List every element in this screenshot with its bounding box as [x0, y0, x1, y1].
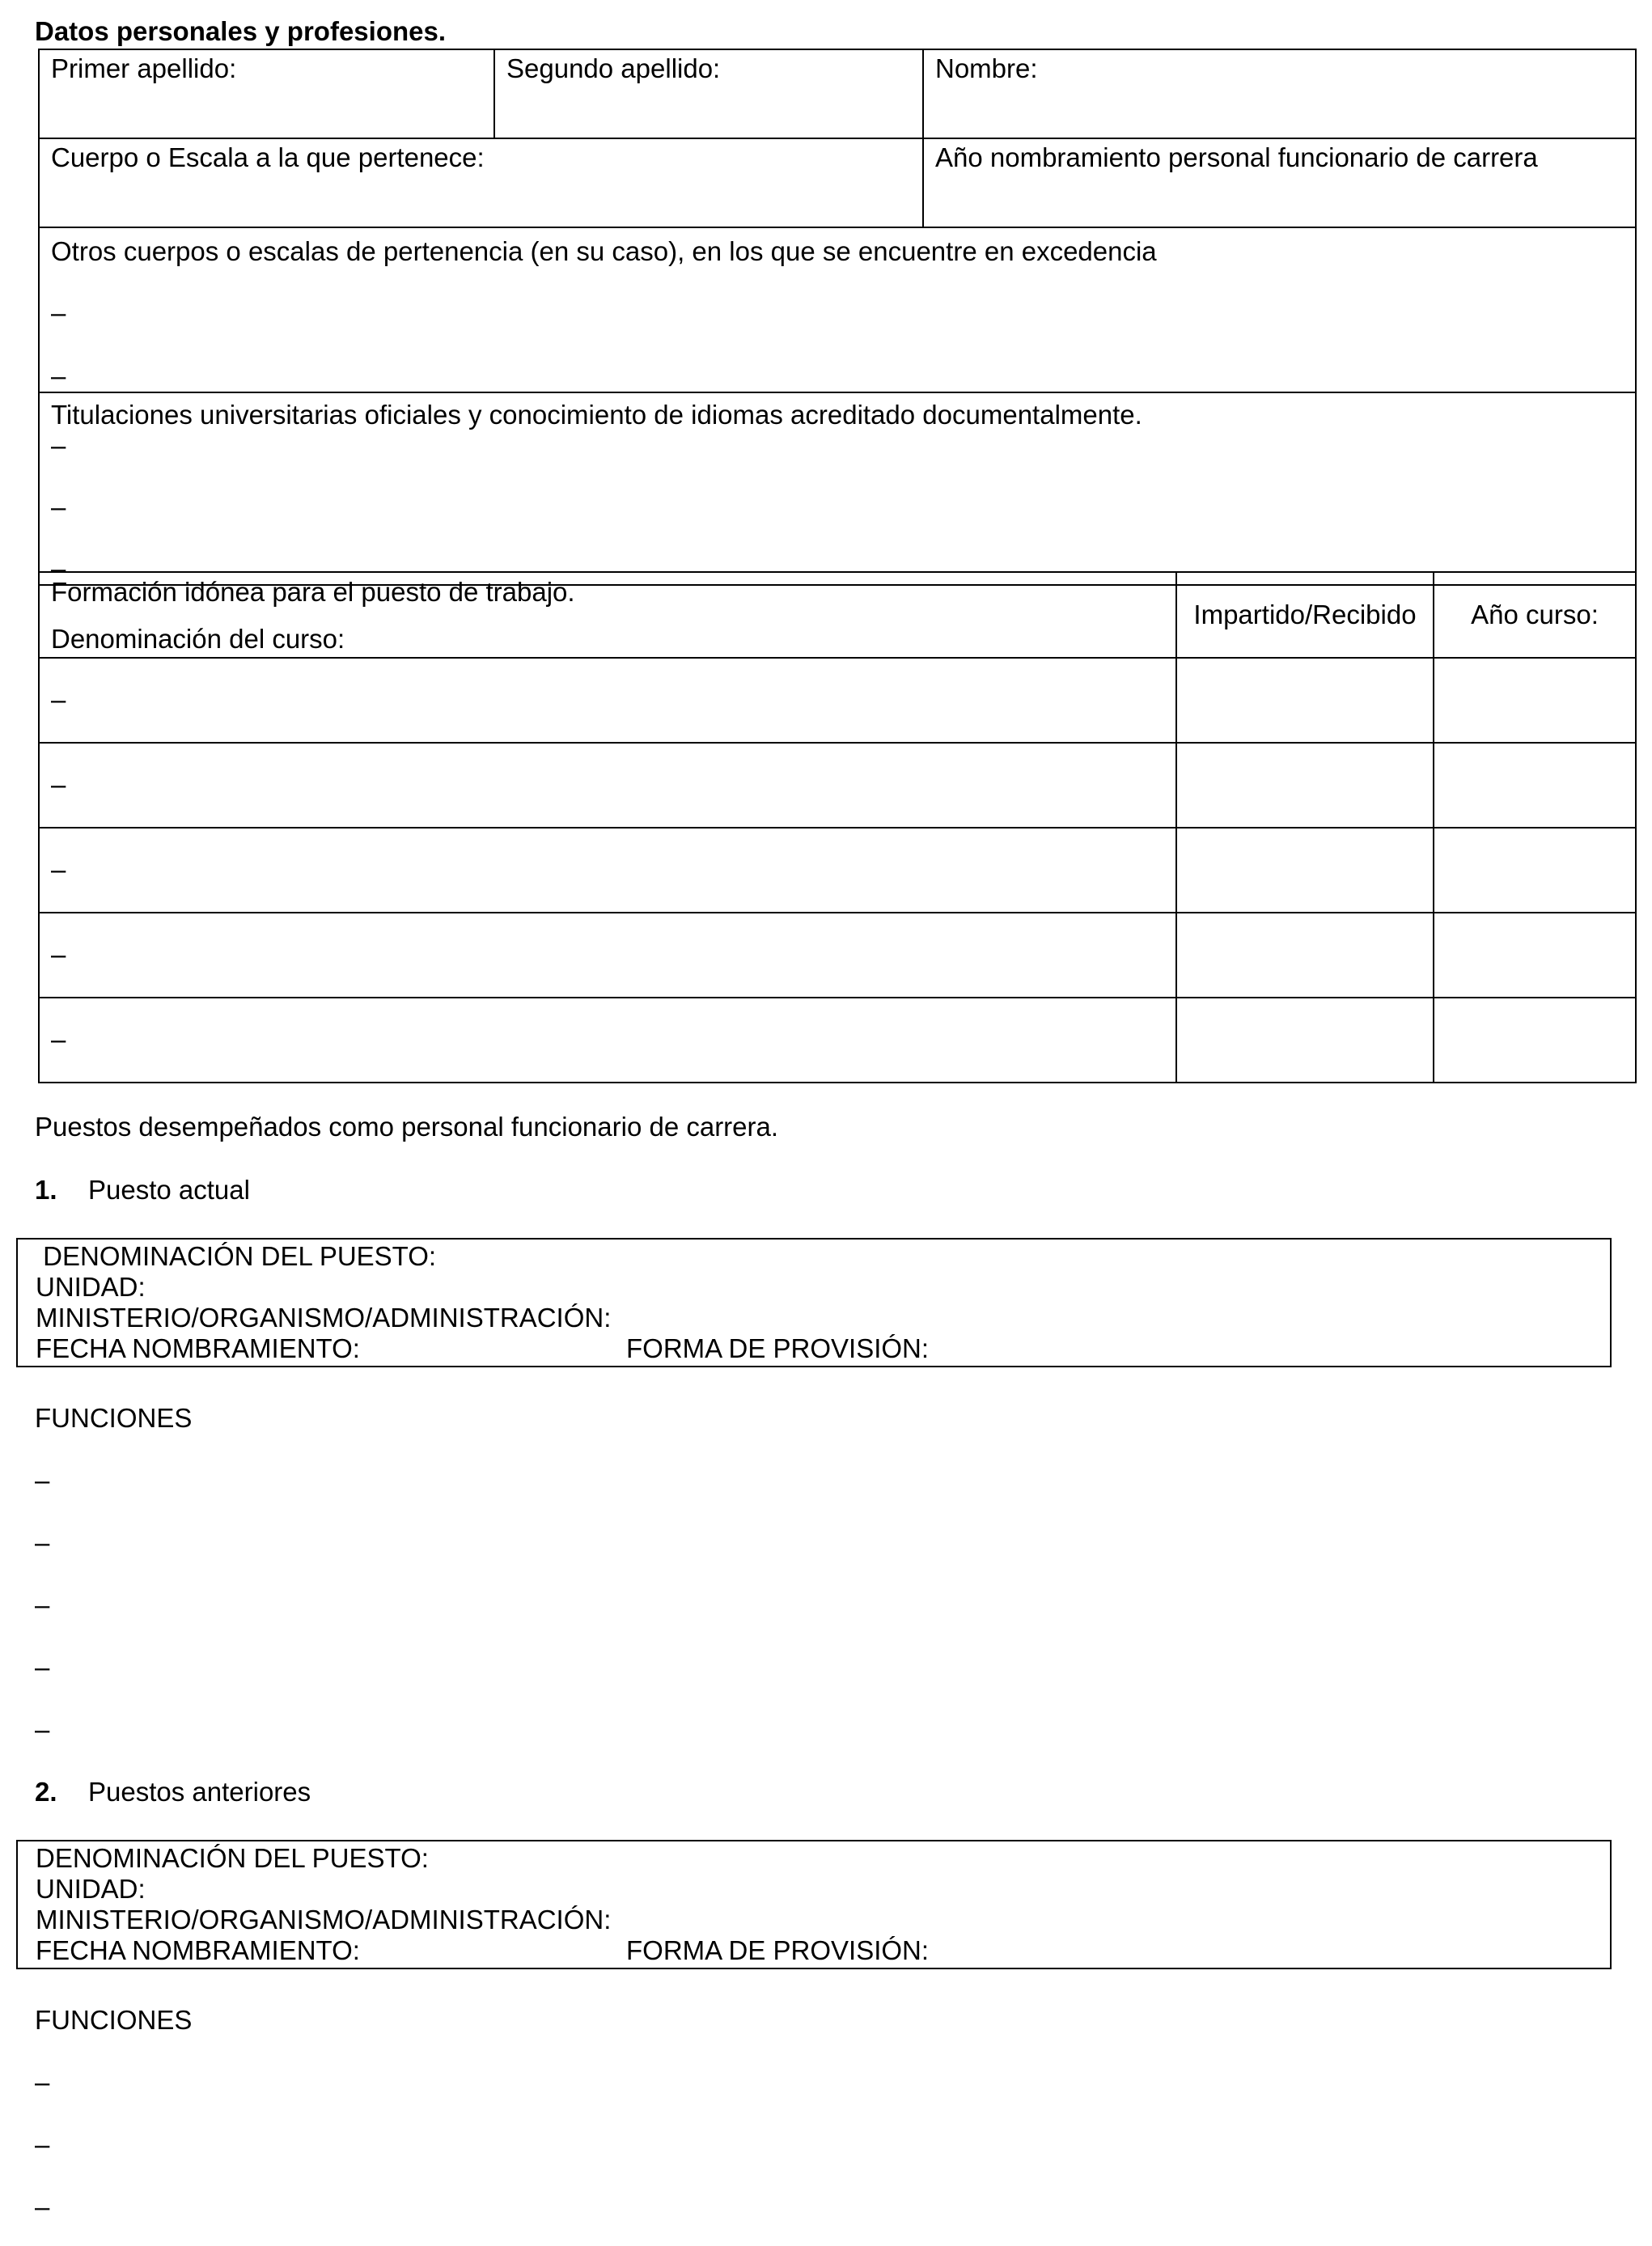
- fecha-label: FECHA NOMBRAMIENTO:: [36, 1935, 360, 1965]
- cuerpo-field[interactable]: [39, 138, 923, 227]
- curso-cell[interactable]: –: [39, 828, 1176, 913]
- impartido-cell[interactable]: [1176, 658, 1434, 743]
- unidad-label: UNIDAD:: [36, 1874, 146, 1904]
- section-label: Puesto actual: [88, 1175, 250, 1205]
- forma-label: FORMA DE PROVISIÓN:: [626, 1935, 930, 1965]
- puesto-actual-heading: [35, 1175, 250, 1206]
- funcion-item: –: [35, 2192, 50, 2222]
- impartido-cell[interactable]: [1176, 998, 1434, 1083]
- formacion-header: [39, 572, 1176, 658]
- nombre-label: Nombre:: [935, 53, 1038, 83]
- personal-data-table: [38, 49, 1637, 586]
- dash-item: –: [51, 361, 66, 391]
- puesto-actual-box[interactable]: [16, 1238, 1612, 1367]
- impartido-cell[interactable]: [1176, 743, 1434, 828]
- nombre-field[interactable]: [923, 49, 1636, 138]
- fecha-forma-row: [36, 1935, 1610, 1966]
- forma-label: FORMA DE PROVISIÓN:: [626, 1333, 930, 1363]
- impartido-cell[interactable]: [1176, 913, 1434, 998]
- funciones-heading: FUNCIONES: [35, 1403, 193, 1433]
- unidad-label: UNIDAD:: [36, 1272, 146, 1302]
- page-title: Datos personales y profesiones.: [35, 16, 447, 46]
- impartido-cell[interactable]: [1176, 828, 1434, 913]
- cuerpo-label: Cuerpo o Escala a la que pertenece:: [51, 142, 485, 172]
- segundo-apellido-label: Segundo apellido:: [506, 53, 721, 83]
- puestos-anteriores-heading: [35, 1777, 311, 1808]
- ministerio-label: MINISTERIO/ORGANISMO/ADMINISTRACIÓN:: [36, 1303, 612, 1333]
- anio-cell[interactable]: [1434, 913, 1636, 998]
- funcion-item: –: [35, 1465, 50, 1495]
- titulaciones-label: Titulaciones universitarias oficiales y conocimiento de idiomas acreditado documentalmente.: [51, 400, 1142, 430]
- formacion-header-line2: Denominación del curso:: [51, 624, 345, 654]
- funcion-item: –: [35, 2129, 50, 2159]
- funcion-item: –: [35, 2067, 50, 2097]
- formacion-table: [38, 571, 1637, 1083]
- section-number: 1.: [35, 1175, 57, 1205]
- anio-cell[interactable]: [1434, 998, 1636, 1083]
- ministerio-label: MINISTERIO/ORGANISMO/ADMINISTRACIÓN:: [36, 1905, 612, 1935]
- primer-apellido-label: Primer apellido:: [51, 53, 237, 83]
- otros-cuerpos-label: Otros cuerpos o escalas de pertenencia (en su caso), en los que se encuentre en excedencia: [51, 236, 1157, 266]
- funciones-heading: FUNCIONES: [35, 2005, 193, 2035]
- impartido-header: Impartido/Recibido: [1176, 572, 1434, 658]
- funcion-item: –: [35, 1528, 50, 1557]
- anio-cell[interactable]: [1434, 658, 1636, 743]
- curso-cell[interactable]: –: [39, 743, 1176, 828]
- funcion-item: –: [35, 1652, 50, 1682]
- funcion-item: –: [35, 1590, 50, 1620]
- curso-cell[interactable]: –: [39, 998, 1176, 1083]
- denominacion-label: DENOMINACIÓN DEL PUESTO:: [36, 1241, 437, 1271]
- dash-item: –: [51, 553, 66, 583]
- formacion-header-line1: Formación idónea para el puesto de trabajo.: [51, 577, 575, 607]
- puestos-heading: Puestos desempeñados como personal funcionario de carrera.: [35, 1112, 779, 1142]
- curso-cell[interactable]: –: [39, 913, 1176, 998]
- otros-cuerpos-field[interactable]: [39, 227, 1636, 392]
- primer-apellido-field[interactable]: [39, 49, 494, 138]
- section-number: 2.: [35, 1777, 57, 1807]
- anio-cell[interactable]: [1434, 828, 1636, 913]
- section-label: Puestos anteriores: [88, 1777, 311, 1807]
- titulaciones-field[interactable]: [39, 392, 1636, 585]
- dash-item: –: [51, 430, 66, 460]
- anio-nombramiento-label: Año nombramiento personal funcionario de carrera: [935, 142, 1538, 172]
- dash-item: –: [51, 492, 66, 522]
- dash-item: –: [51, 298, 66, 328]
- anio-nombramiento-field[interactable]: [923, 138, 1636, 227]
- anio-curso-header: Año curso:: [1434, 572, 1636, 658]
- fecha-label: FECHA NOMBRAMIENTO:: [36, 1333, 360, 1363]
- puestos-anteriores-box[interactable]: [16, 1840, 1612, 1969]
- denominacion-label: DENOMINACIÓN DEL PUESTO:: [36, 1843, 429, 1873]
- funcion-item: –: [35, 1714, 50, 1744]
- fecha-forma-row: [36, 1333, 1610, 1364]
- anio-cell[interactable]: [1434, 743, 1636, 828]
- curso-cell[interactable]: –: [39, 658, 1176, 743]
- segundo-apellido-field[interactable]: [494, 49, 923, 138]
